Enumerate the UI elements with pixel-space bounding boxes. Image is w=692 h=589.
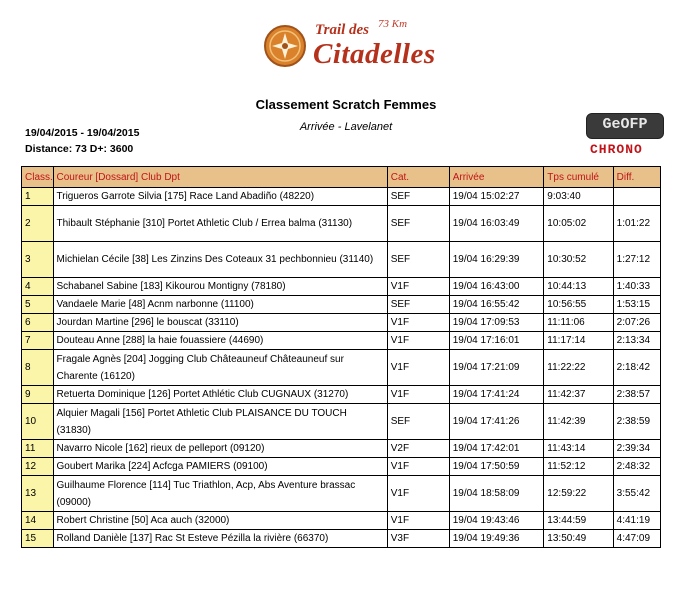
cell-diff: 2:38:57 — [613, 386, 660, 404]
cell-category: V1F — [387, 278, 449, 296]
cell-category: V1F — [387, 458, 449, 476]
cell-runner: Navarro Nicole [162] rieux de pelleport (09120) — [53, 440, 387, 458]
column-header-runner: Coureur [Dossard] Club Dpt — [53, 167, 387, 188]
cell-arrival: 19/04 17:09:53 — [449, 314, 544, 332]
cell-category: V1F — [387, 350, 449, 386]
cell-diff: 1:01:22 — [613, 206, 660, 242]
cell-arrival: 19/04 19:43:46 — [449, 512, 544, 530]
cell-category: SEF — [387, 404, 449, 440]
cell-diff: 4:41:19 — [613, 512, 660, 530]
cell-runner: Retuerta Dominique [126] Portet Athlétic Club CUGNAUX (31270) — [53, 386, 387, 404]
column-header-category: Cat. — [387, 167, 449, 188]
table-row — [22, 350, 661, 386]
cell-total-time: 13:50:49 — [544, 530, 613, 548]
logo-distance: 73 Km — [378, 18, 408, 30]
cell-class: 11 — [22, 440, 54, 458]
cell-diff: 2:07:26 — [613, 314, 660, 332]
cell-class: 4 — [22, 278, 54, 296]
page-title: Classement Scratch Femmes — [255, 97, 437, 112]
table-row — [22, 206, 661, 242]
cell-runner: Alquier Magali [156] Portet Athletic Club PLAISANCE DU TOUCH (31830) — [53, 404, 387, 440]
table-row — [22, 404, 661, 440]
cell-category: SEF — [387, 296, 449, 314]
cell-runner: Goubert Marika [224] Acfcga PAMIERS (09100) — [53, 458, 387, 476]
cell-runner: Vandaele Marie [48] Acnm narbonne (11100) — [53, 296, 387, 314]
cell-class: 12 — [22, 458, 54, 476]
cross-emblem-icon — [263, 24, 307, 68]
table-row — [22, 188, 661, 206]
table-row — [22, 296, 661, 314]
cell-total-time: 10:05:02 — [544, 206, 613, 242]
cell-class: 5 — [22, 296, 54, 314]
cell-runner: Thibault Stéphanie [310] Portet Athletic Club / Errea balma (31130) — [53, 206, 387, 242]
chrono-logo-badge — [586, 113, 664, 139]
column-header-arrival: Arrivée — [449, 167, 544, 188]
cell-total-time: 11:42:39 — [544, 404, 613, 440]
table-header-row — [22, 167, 661, 188]
cell-class: 10 — [22, 404, 54, 440]
page-subtitle: Arrivée - Lavelanet — [299, 121, 393, 133]
table-row — [22, 440, 661, 458]
cell-runner: Douteau Anne [288] la haie fouassiere (44690) — [53, 332, 387, 350]
column-header-total-time: Tps cumulé — [544, 167, 613, 188]
cell-total-time: 11:22:22 — [544, 350, 613, 386]
table-row — [22, 512, 661, 530]
cell-arrival: 19/04 16:55:42 — [449, 296, 544, 314]
cell-arrival: 19/04 16:03:49 — [449, 206, 544, 242]
column-header-diff: Diff. — [613, 167, 660, 188]
cell-diff: 1:27:12 — [613, 242, 660, 278]
cell-class: 9 — [22, 386, 54, 404]
cell-arrival: 19/04 19:49:36 — [449, 530, 544, 548]
cell-runner: Rolland Danièle [137] Rac St Esteve Pézilla la rivière (66370) — [53, 530, 387, 548]
cell-arrival: 19/04 16:43:00 — [449, 278, 544, 296]
logo-text-top: Trail des — [315, 22, 370, 38]
cell-category: V1F — [387, 386, 449, 404]
cell-total-time: 11:43:14 — [544, 440, 613, 458]
cell-category: V1F — [387, 314, 449, 332]
cell-total-time: 11:42:37 — [544, 386, 613, 404]
cell-class: 1 — [22, 188, 54, 206]
cell-category: V1F — [387, 332, 449, 350]
cell-category: V2F — [387, 440, 449, 458]
cell-class: 3 — [22, 242, 54, 278]
cell-total-time: 10:30:52 — [544, 242, 613, 278]
cell-total-time: 11:11:06 — [544, 314, 613, 332]
cell-arrival: 19/04 17:41:26 — [449, 404, 544, 440]
cell-class: 15 — [22, 530, 54, 548]
cell-class: 8 — [22, 350, 54, 386]
cell-category: SEF — [387, 206, 449, 242]
cell-diff: 2:18:42 — [613, 350, 660, 386]
event-logo — [263, 18, 436, 78]
cell-arrival: 19/04 17:21:09 — [449, 350, 544, 386]
race-distance: Distance: 73 D+: 3600 — [25, 143, 134, 155]
cell-class: 7 — [22, 332, 54, 350]
table-row — [22, 278, 661, 296]
race-dates: 19/04/2015 - 19/04/2015 — [25, 127, 140, 139]
cell-arrival: 19/04 17:16:01 — [449, 332, 544, 350]
column-header-class: Class. — [22, 167, 54, 188]
cell-runner: Schabanel Sabine [183] Kikourou Montigny (78180) — [53, 278, 387, 296]
cell-diff: 4:47:09 — [613, 530, 660, 548]
logo-text-main: Citadelles — [313, 38, 436, 70]
cell-category: V3F — [387, 530, 449, 548]
cell-arrival: 19/04 17:42:01 — [449, 440, 544, 458]
table-row — [22, 530, 661, 548]
cell-diff: 2:38:59 — [613, 404, 660, 440]
table-row — [22, 476, 661, 512]
cell-arrival: 19/04 18:58:09 — [449, 476, 544, 512]
chrono-logo-top: GeOFP — [602, 116, 648, 133]
cell-class: 14 — [22, 512, 54, 530]
cell-arrival: 19/04 17:41:24 — [449, 386, 544, 404]
cell-arrival: 19/04 16:29:39 — [449, 242, 544, 278]
cell-category: V1F — [387, 512, 449, 530]
cell-total-time: 10:44:13 — [544, 278, 613, 296]
cell-diff: 2:13:34 — [613, 332, 660, 350]
chrono-logo — [586, 113, 666, 159]
table-row — [22, 332, 661, 350]
table-row — [22, 242, 661, 278]
cell-arrival: 19/04 17:50:59 — [449, 458, 544, 476]
cell-arrival: 19/04 15:02:27 — [449, 188, 544, 206]
cell-runner: Trigueros Garrote Silvia [175] Race Land Abadiño (48220) — [53, 188, 387, 206]
cell-class: 13 — [22, 476, 54, 512]
cell-total-time: 11:17:14 — [544, 332, 613, 350]
cell-class: 2 — [22, 206, 54, 242]
results-table — [21, 166, 661, 548]
cell-total-time: 13:44:59 — [544, 512, 613, 530]
cell-diff: 3:55:42 — [613, 476, 660, 512]
cell-total-time: 12:59:22 — [544, 476, 613, 512]
cell-total-time: 9:03:40 — [544, 188, 613, 206]
cell-category: SEF — [387, 188, 449, 206]
table-row — [22, 458, 661, 476]
cell-runner: Michielan Cécile [38] Les Zinzins Des Coteaux 31 pechbonnieu (31140) — [53, 242, 387, 278]
cell-diff: 2:39:34 — [613, 440, 660, 458]
cell-total-time: 11:52:12 — [544, 458, 613, 476]
cell-total-time: 10:56:55 — [544, 296, 613, 314]
chrono-logo-bottom: CHRONO — [590, 142, 643, 157]
table-row — [22, 386, 661, 404]
cell-class: 6 — [22, 314, 54, 332]
cell-diff — [613, 188, 660, 206]
table-row — [22, 314, 661, 332]
cell-category: V1F — [387, 476, 449, 512]
cell-diff: 1:40:33 — [613, 278, 660, 296]
cell-runner: Fragale Agnès [204] Jogging Club Châteauneuf Châteauneuf sur Charente (16120) — [53, 350, 387, 386]
cell-category: SEF — [387, 242, 449, 278]
cell-diff: 2:48:32 — [613, 458, 660, 476]
cell-diff: 1:53:15 — [613, 296, 660, 314]
cell-runner: Guilhaume Florence [114] Tuc Triathlon, Acp, Abs Aventure brassac (09000) — [53, 476, 387, 512]
cell-runner: Jourdan Martine [296] le bouscat (33110) — [53, 314, 387, 332]
cell-runner: Robert Christine [50] Aca auch (32000) — [53, 512, 387, 530]
